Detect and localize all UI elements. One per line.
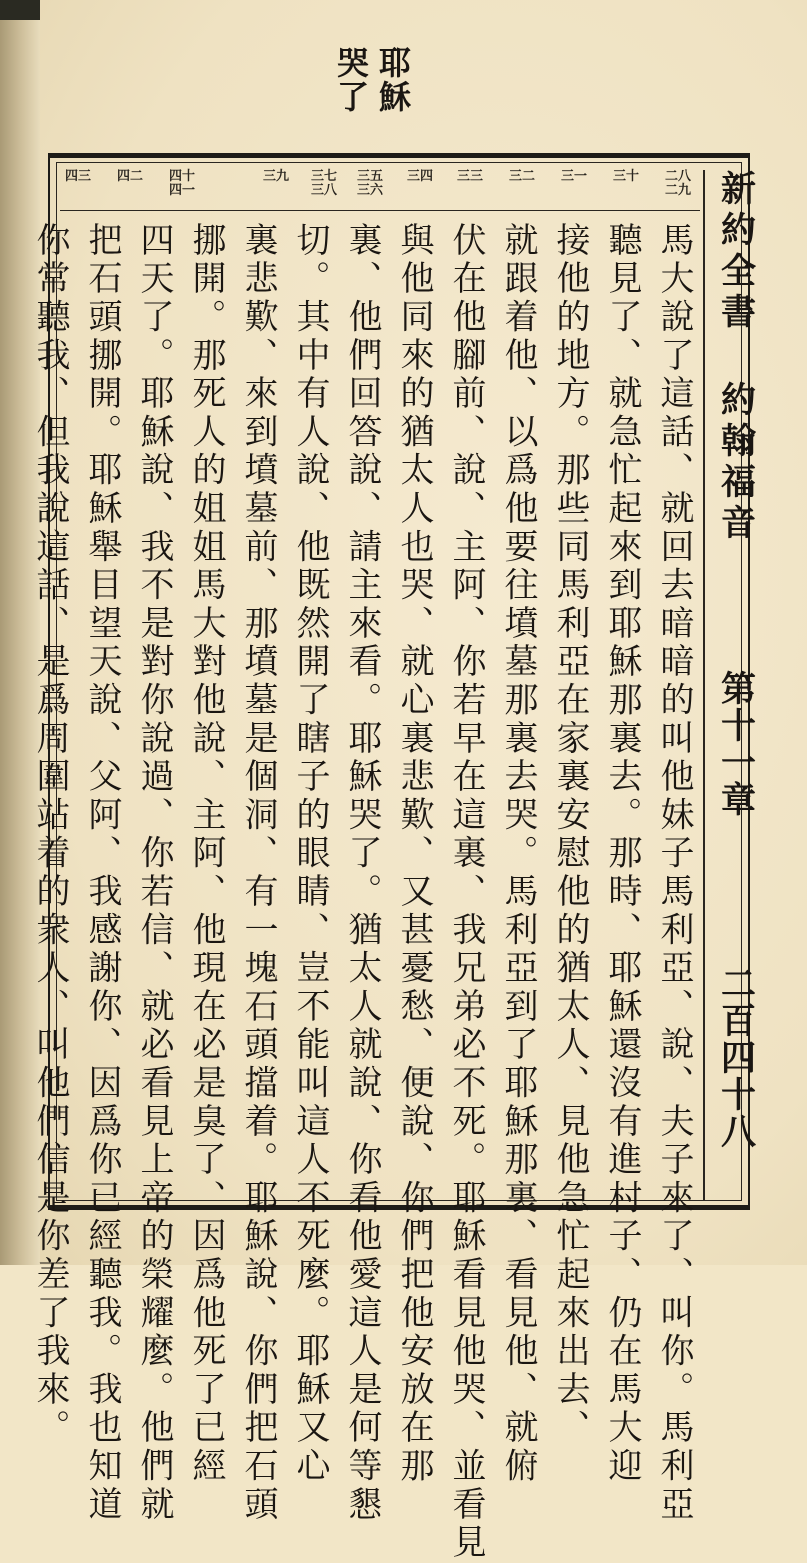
verse-index: 三五 三六 (356, 169, 383, 198)
text-column: 就跟着他、以爲他要往墳墓那裏去哭。馬利亞到了耶穌那裏、看見他、就俯 (498, 222, 538, 1486)
text-column: 伏在他腳前、說、主阿、你若早在這裏、我兄弟必不死。耶穌看見他哭、並看見 (446, 222, 486, 1563)
verse-index: 二八 二九 (664, 169, 691, 198)
text-column: 裏悲歎、來到墳墓前、那墳墓是個洞、有一塊石頭擋着。耶穌說、你們把石頭 (238, 222, 278, 1525)
text-column: 聽見了、就急忙起來到耶穌那裏去。那時、耶穌還沒有進村子、仍在馬大迎 (602, 222, 642, 1486)
text-column: 與他同來的猶太人也哭、就心裏悲歎、又甚憂愁、便說、你們把他安放在那 (394, 222, 434, 1486)
text-column: 馬大說了這話、就回去暗暗的叫他妹子馬利亞、說、夫子來了、叫你。馬利亞 (654, 222, 694, 1525)
chapter-label: 第十一章 (715, 670, 757, 818)
verse-index: 三一 (560, 169, 587, 184)
text-column: 四天了。耶穌說、我不是對你說過、你若信、就必看見上帝的榮耀麼。他們就 (134, 222, 174, 1525)
header-divider (703, 170, 705, 1200)
marginal-note (332, 46, 412, 156)
verse-index: 四三 (64, 169, 91, 184)
verse-index: 三三 (456, 169, 483, 184)
text-column: 接他的地方。那些同馬利亞在家裏安慰他的猶太人、見他急忙起來出去、 (550, 222, 590, 1448)
verse-index: 四二 (116, 169, 143, 184)
verse-index-row (60, 170, 700, 210)
gutter-corner (0, 0, 42, 20)
scripture-text (30, 222, 700, 1563)
verse-index: 三二 (508, 169, 535, 184)
text-column: 你常聽我、但我說這話、是爲周圍站着的衆人、叫他們信是你差了我來。 (30, 222, 70, 1448)
text-column: 挪開。那死人的姐姐馬大對他說、主阿、他現在必是臭了、因爲他死了已經 (186, 222, 226, 1486)
marginal-note-line-2: 哭了 (332, 46, 370, 114)
verse-index: 三七 三八 (310, 169, 337, 198)
verse-index: 三十 (612, 169, 639, 184)
text-column: 裏、他們回答說、請主來看。耶穌哭了。猶太人就說、你看他愛這人是何等懇 (342, 222, 382, 1525)
verse-index: 四十 四一 (168, 169, 195, 198)
verse-index-divider (60, 210, 700, 211)
marginal-note-line-1: 耶穌 (374, 46, 412, 114)
text-column: 把石頭挪開。耶穌舉目望天說、父阿、我感謝你、因爲你已經聽我。我也知道 (82, 222, 122, 1525)
book-title: 新約全書 約翰福音 (715, 170, 757, 545)
verse-index: 三九 (262, 169, 289, 184)
text-column: 切。其中有人說、他既然開了瞎子的眼睛、豈不能叫這人不死麼。耶穌又心 (290, 222, 330, 1486)
running-header (712, 170, 760, 1200)
verse-index: 三四 (406, 169, 433, 184)
page-number: 二百四十八 (715, 965, 757, 1150)
